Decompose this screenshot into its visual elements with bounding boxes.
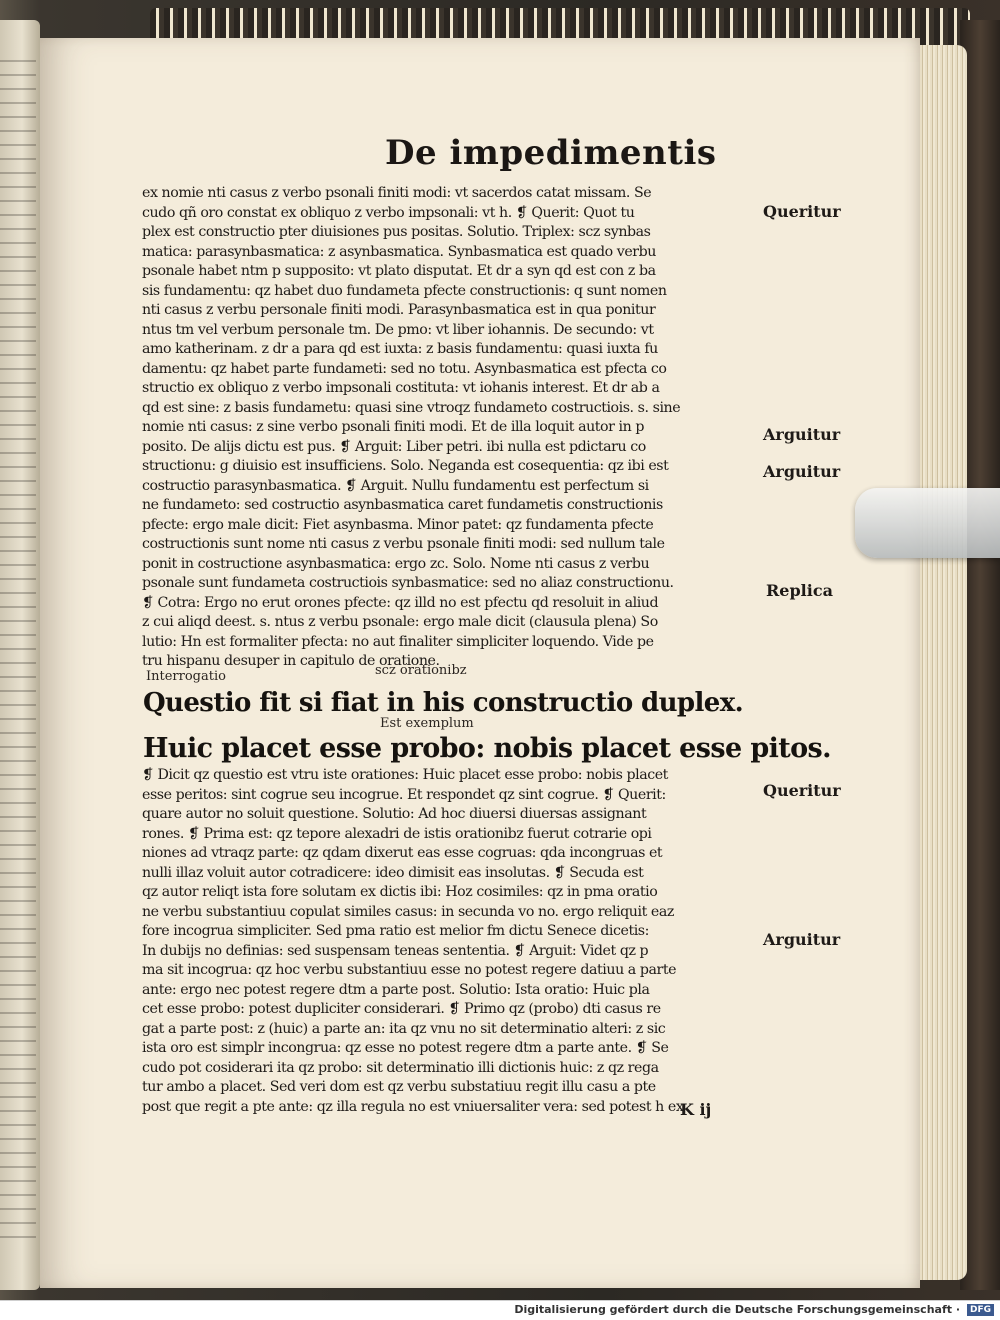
running-head: De impedimentis: [385, 133, 717, 173]
facing-page-text-edge: [0, 60, 36, 1240]
text-line: qd est sine: z basis fundametu: quasi sine vtroqz fundameto costructiois. s. sine: [142, 399, 681, 416]
text-line: posito. De alijs dictu est pus. ❡ Arguit: Liber petri. ibi nulla est pdictaru co: [142, 438, 646, 455]
text-line: structionu: g diuisio est insufficiens. Solo. Neganda est cosequentia: qz ibi est: [142, 458, 669, 474]
text-line: ne fundameto: sed costructio asynbasmatica caret fundametis constructionis: [142, 497, 663, 513]
text-line: z cui aliqd deest. s. ntus z verbu psonale: ergo male dicit (clausula plena) So: [142, 614, 658, 630]
text-line: structio ex obliquo z verbo impsonali costituta: vt iohanis interest. Et dr ab a: [142, 380, 660, 396]
text-line: ante: ergo nec potest regere dtm a parte post. Solutio: Ista oratio: Huic pla: [142, 981, 650, 998]
text-line: psonale sunt fundameta costructiois synbasmatice: sed no aliaz constructionu.: [142, 575, 674, 591]
text-line: niones ad vtraqz parte: qz qdam dixerut eas esse cogruas: qda incongruas et: [142, 845, 663, 861]
text-line: ponit in costructione asynbasmatica: ergo zc. Solo. Nome nti casus z verbu: [142, 555, 650, 572]
footer-credit: Digitalisierung gefördert durch die Deutsche Forschungsgemeinschaft ·: [514, 1303, 960, 1316]
text-line: esse peritos: sint cogrue seu incogrue. Et respondet qz sint cogrue. ❡ Querit:: [142, 786, 666, 803]
text-line: costructionis sunt nome nti casus z verbu psonale finiti modi: sed nullum tale: [142, 536, 665, 552]
text-line: cudo pot cosiderari ita qz probo: sit determinatio illi dictionis huic: z qz rega: [142, 1059, 659, 1076]
text-line: tru hispanu desuper in capitulo de oratione.: [142, 653, 440, 669]
text-line: psonale habet ntm p supposito: vt plato disputat. Et dr a syn qd est con z ba: [142, 263, 656, 279]
text-line: fore incogrua simpliciter. Sed pma ratio est melior fm dictu Senece dicetis:: [142, 923, 649, 939]
text-block-lower: [142, 766, 764, 1117]
margin-note-replica: Replica: [766, 581, 833, 600]
text-line: matica: parasynbasmatica: z asynbasmatica. Synbasmatica est quado verbu: [142, 243, 656, 260]
text-line: post que regit a pte ante: qz illa regula no est vniuersaliter vera: sed potest h ex: [142, 1098, 684, 1115]
text-line: sis fundamentu: qz habet duo fundameta pfecte constructionis: q sunt nomen: [142, 282, 667, 299]
text-line: ❡ Dicit qz questio est vtru iste orationes: Huic placet esse probo: nobis placet: [142, 767, 668, 783]
text-line: tur ambo a placet. Sed veri dom est qz verbu substatiuu regit illu casu a pte: [142, 1079, 656, 1095]
text-line: nomie nti casus: z sine verbo psonali finiti modi. Et de illa loquit autor in p: [142, 419, 644, 435]
gloss-interrogatio: Interrogatio: [146, 669, 226, 684]
dfg-logo: DFG: [967, 1304, 994, 1316]
question-heading: Questio fit si fiat in his constructio duplex.: [143, 688, 744, 718]
text-line: ne verbu substantiuu copulat similes casus: in secunda vo no. ergo reliquit eaz: [142, 903, 674, 920]
margin-note-queritur-2: Queritur: [763, 781, 841, 800]
text-line: pfecte: ergo male dicit: Fiet asynbasma. Minor patet: qz fundamenta pfecte: [142, 516, 654, 533]
margin-note-arguitur-1: Arguitur: [763, 425, 841, 444]
text-line: In dubijs no definias: sed suspensam teneas sententia. ❡ Arguit: Videt qz p: [142, 942, 649, 959]
text-line: ista oro est simplr incongrua: qz esse no potest regere dtm a parte ante. ❡ Se: [142, 1040, 669, 1056]
signature-mark: K ij: [680, 1100, 712, 1119]
margin-note-queritur-1: Queritur: [763, 202, 841, 221]
text-line: quare autor no soluit questione. Solutio: Ad hoc diuersi diuersas assignant: [142, 806, 647, 822]
example-heading: Huic placet esse probo: nobis placet esse pitos.: [143, 733, 831, 764]
text-line: damentu: qz habet parte fundameti: sed no totu. Asynbasmatica est pfecta co: [142, 360, 667, 377]
text-line: ❡ Cotra: Ergo no erut orones pfecte: qz illd no est pfectu qd resoluit in aliud: [142, 594, 659, 611]
text-line: rones. ❡ Prima est: qz tepore alexadri de istis orationibz fuerut cotrarie opi: [142, 825, 652, 842]
gloss-orationibus: scz orationibz: [375, 663, 467, 678]
footer-bar: [0, 1300, 1000, 1320]
text-line: costructio parasynbasmatica. ❡ Arguit. Nullu fundamentu est perfectum si: [142, 477, 649, 494]
text-line: amo katherinam. z dr a para qd est iuxta: z basis fundamentu: quasi iuxta fu: [142, 341, 658, 357]
text-line: plex est constructio pter diuisiones pus positas. Solutio. Triplex: scz synbas: [142, 224, 651, 240]
gloss-exemplum: Est exemplum: [380, 716, 474, 731]
text-line: nulli illaz voluit autor cotradicere: ideo dimisit eas insolutas. ❡ Secuda est: [142, 864, 644, 881]
text-line: ma sit incogrua: qz hoc verbu substantiuu esse no potest regere datiuu a parte: [142, 962, 677, 978]
text-line: qz autor reliqt ista fore solutam ex dictis ibi: Hoz cosimiles: qz in pma oratio: [142, 884, 658, 900]
page-clip: [855, 488, 1000, 558]
margin-note-arguitur-3: Arguitur: [763, 930, 841, 949]
text-block-upper: [142, 184, 764, 672]
text-line: ntus tm vel verbum personale tm. De pmo: vt liber iohannis. De secundo: vt: [142, 321, 654, 338]
text-line: ex nomie nti casus z verbo psonali finiti modi: vt sacerdos catat missam. Se: [142, 185, 652, 201]
text-line: cet esse probo: potest dupliciter considerari. ❡ Primo qz (probo) dti casus re: [142, 1001, 661, 1017]
text-line: lutio: Hn est formaliter pfecta: no aut finaliter simpliciter loquendo. Vide pe: [142, 633, 654, 650]
text-line: cudo qñ oro constat ex obliquo z verbo impsonali: vt h. ❡ Querit: Quot tu: [142, 204, 635, 221]
text-line: gat a parte post: z (huic) a parte an: ita qz vnu no sit determinatio alteri: z sic: [142, 1020, 666, 1037]
text-line: nti casus z verbu personale finiti modi. Parasynbasmatica est in qua ponitur: [142, 302, 656, 318]
margin-note-arguitur-2: Arguitur: [763, 462, 841, 481]
